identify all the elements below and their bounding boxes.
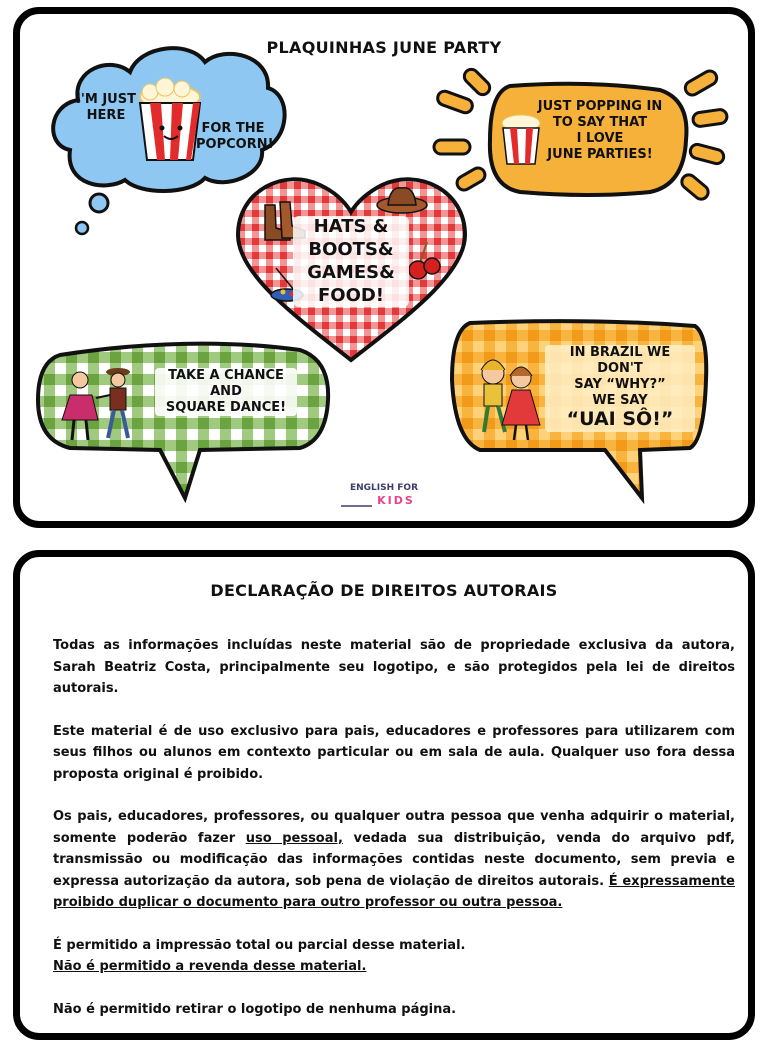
- brazil-big-line: “UAI SÔ!”: [566, 408, 674, 431]
- cloud-line-1: I'M JUST: [76, 92, 136, 107]
- heart-line-2: BOOTS&: [308, 238, 394, 260]
- props-title: PLAQUINHAS JUNE PARTY: [266, 38, 502, 57]
- copyright-paragraph-4: [53, 935, 735, 978]
- popping-line-4: JUNE PARTIES!: [547, 146, 653, 162]
- dance-text: [155, 368, 297, 416]
- logo-text: [334, 483, 434, 507]
- popping-text: [535, 99, 665, 162]
- popping-line-3: I LOVE: [576, 130, 624, 146]
- p3-text-a: Os pais, educadores, professores, ou qualquer outra pessoa que venha adquirir o material, somente poderão fazer: [53, 809, 735, 846]
- cloud-line-3: FOR THE: [201, 121, 265, 136]
- copyright-title: DECLARAÇÃO DE DIREITOS AUTORAIS: [210, 581, 558, 600]
- cloud-line-2: HERE: [86, 107, 126, 123]
- heart-line-3: GAMES&: [307, 261, 395, 283]
- copyright-body: [53, 635, 735, 1041]
- square-dance-bubble: [38, 344, 328, 498]
- popcorn-icon: [140, 78, 200, 160]
- brazil-text: [545, 345, 695, 432]
- heart-line-4: FOOD!: [317, 284, 385, 306]
- brazil-line-3: WE SAY: [592, 392, 648, 408]
- dance-line-1: TAKE A CHANCE: [168, 368, 284, 383]
- popping-line-2: TO SAY THAT: [552, 114, 648, 130]
- copyright-paragraph-1: Todas as informações incluídas neste material são de propriedade exclusiva da autora, Sarah Beatriz Costa, principalmente seu logotipo, e são protegidos pela lei de direitos autorais.: [53, 638, 735, 696]
- p3-underline-personal-use: uso pessoal,: [245, 830, 343, 846]
- p3-text-c: vedada sua distribuição, venda do arquivo pdf, transmissão ou modificação das informações contidas neste documento, sem previa e expressa autorização da autora, sob pena de violação de direitos autorais.: [53, 830, 735, 889]
- p4-underline-resale: Não é permitido a revenda desse material.: [53, 959, 367, 974]
- copyright-paragraph-5: Não é permitido retirar o logotipo de nenhuma página.: [53, 1001, 457, 1017]
- heart-text: [293, 216, 409, 307]
- heart-line-1: HATS &: [313, 216, 389, 237]
- copyright-paragraph-3: [53, 806, 735, 914]
- p4-text-a: É permitido a impressão total ou parcial desse material.: [53, 937, 466, 953]
- dance-line-3: SQUARE DANCE!: [165, 399, 287, 415]
- cloud-text-right: [196, 121, 274, 153]
- copyright-panel: [13, 550, 755, 1040]
- copyright-paragraph-2: Este material é de uso exclusivo para pais, educadores e professores para utilizarem com seus filhos ou alunos em contexto particular ou em sala de aula. Qualquer uso fora dessa proposta original é proibido.: [53, 723, 735, 782]
- brazil-line-2: SAY “WHY?”: [574, 376, 666, 392]
- popping-line-1: JUST POPPING IN: [537, 99, 663, 114]
- dance-line-2: AND: [210, 383, 242, 399]
- brazil-line-1: IN BRAZIL WE DON'T: [569, 345, 671, 376]
- logo-top: ENGLISH FOR: [349, 483, 419, 493]
- p3-underline-prohibition: É expressamente proibido duplicar o documento para outro professor ou outra pessoa.: [53, 873, 735, 910]
- logo-bottom: KIDS: [377, 493, 415, 507]
- cloud-text-left: [66, 92, 146, 124]
- cloud-line-4: POPCORN!: [196, 136, 274, 152]
